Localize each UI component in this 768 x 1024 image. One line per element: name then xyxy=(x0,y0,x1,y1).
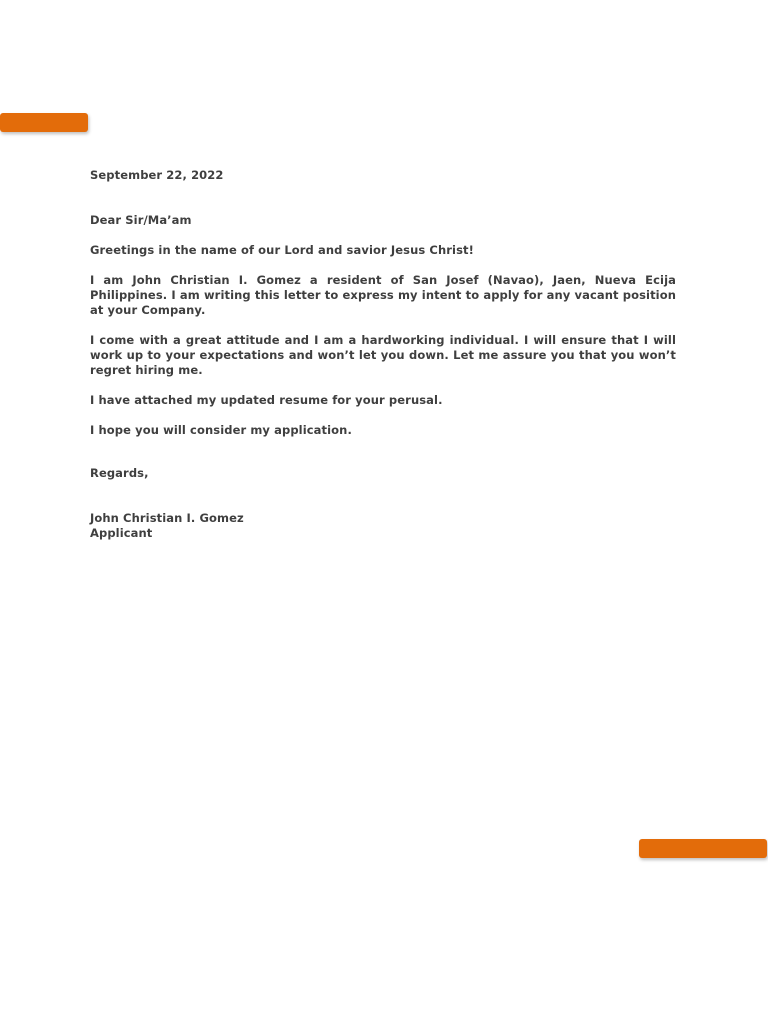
letter-paragraph-resume: I have attached my updated resume for your perusal. xyxy=(90,393,443,407)
top-accent-bar xyxy=(0,113,88,132)
letter-paragraph-greeting: Greetings in the name of our Lord and savior Jesus Christ! xyxy=(90,243,474,257)
letter-paragraph-attitude: I come with a great attitude and I am a hardworking individual. I will ensure that I will work up to your expectations and won’t let you down. Let me assure you that you won’t regret hiring me. xyxy=(90,333,676,377)
letter-date: September 22, 2022 xyxy=(90,168,224,182)
letter-paragraph-introduction: I am John Christian I. Gomez a resident of San Josef (Navao), Jaen, Nueva Ecija Philippines. I am writing this letter to express my intent to apply for any vacant position at your Company. xyxy=(90,273,676,317)
letter-salutation: Dear Sir/Ma’am xyxy=(90,213,192,227)
signature-name: John Christian I. Gomez xyxy=(90,511,244,525)
cover-letter xyxy=(90,168,676,541)
signature-title: Applicant xyxy=(90,526,153,540)
bottom-accent-bar xyxy=(639,839,767,858)
letter-closing: Regards, xyxy=(90,466,149,480)
letter-paragraph-hope: I hope you will consider my application. xyxy=(90,423,352,437)
